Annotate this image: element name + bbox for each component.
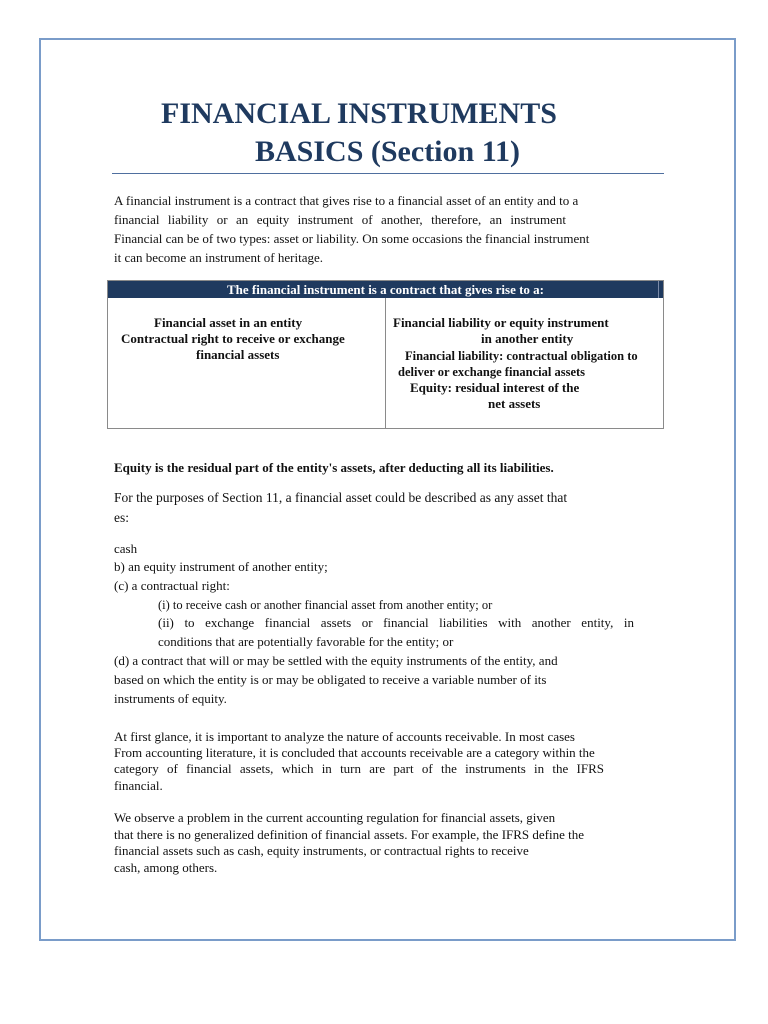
list-item: based on which the entity is or may be obligated to receive a variable number of its [114, 672, 547, 687]
receivables-line: At first glance, it is important to analyze the nature of accounts receivable. In most cases [114, 729, 575, 744]
list-item: (d) a contract that will or may be settled with the equity instruments of the entity, and [114, 653, 558, 668]
right-cell-line: Financial liability or equity instrument [393, 315, 609, 330]
right-cell-line: in another entity [481, 331, 574, 346]
right-cell-line: Financial liability: contractual obligation to [405, 349, 638, 363]
column-divider [385, 298, 386, 429]
purpose-line: For the purposes of Section 11, a financial asset could be described as any asset that [114, 490, 568, 505]
list-item: instruments of equity. [114, 691, 227, 706]
receivables-line: financial. [114, 778, 163, 793]
intro-line: A financial instrument is a contract that gives rise to a financial asset of an entity and to a [114, 193, 579, 208]
receivables-line: From accounting literature, it is concluded that accounts receivable are a category within the [114, 745, 595, 760]
intro-line: financial liability or an equity instrument of another, therefore, an instrument [114, 212, 566, 227]
right-cell-line: net assets [488, 396, 541, 411]
intro-line: it can become an instrument of heritage. [114, 250, 324, 265]
intro-line: Financial can be of two types: asset or liability. On some occasions the financial instrument [114, 231, 590, 246]
list-subitem: (ii) to exchange financial assets or financial liabilities with another entity, in [158, 615, 634, 630]
list-subitem: conditions that are potentially favorable for the entity; or [158, 634, 454, 649]
title-line-1: FINANCIAL INSTRUMENTS [161, 97, 557, 130]
problem-line: financial assets such as cash, equity instruments, or contractual rights to receive [114, 843, 529, 858]
left-cell-line: financial assets [196, 347, 280, 362]
table-header-text: The financial instrument is a contract that gives rise to a: [226, 282, 545, 297]
list-item: (c) a contractual right: [114, 578, 230, 593]
right-cell-line: Equity: residual interest of the [410, 380, 580, 395]
list-item: cash [114, 541, 138, 556]
left-cell-line: Financial asset in an entity [154, 315, 303, 330]
instrument-table [107, 280, 664, 429]
list-subitem: (i) to receive cash or another financial asset from another entity; or [158, 598, 493, 612]
problem-line: cash, among others. [114, 860, 218, 875]
title-underline [112, 173, 664, 174]
right-cell-line: deliver or exchange financial assets [398, 365, 586, 379]
problem-line: that there is no generalized definition of financial assets. For example, the IFRS define the [114, 827, 585, 842]
left-cell-line: Contractual right to receive or exchange [121, 331, 345, 346]
receivables-line: category of financial assets, which in turn are part of the instruments in the IFRS [114, 761, 604, 776]
equity-statement: Equity is the residual part of the entity's assets, after deducting all its liabilities. [114, 460, 554, 475]
problem-line: We observe a problem in the current accounting regulation for financial assets, given [114, 810, 556, 825]
list-item: b) an equity instrument of another entity; [114, 559, 328, 574]
table-header [108, 281, 663, 298]
header-divider [658, 281, 659, 298]
purpose-line: es: [114, 510, 129, 525]
title-line-2: BASICS (Section 11) [255, 135, 521, 168]
